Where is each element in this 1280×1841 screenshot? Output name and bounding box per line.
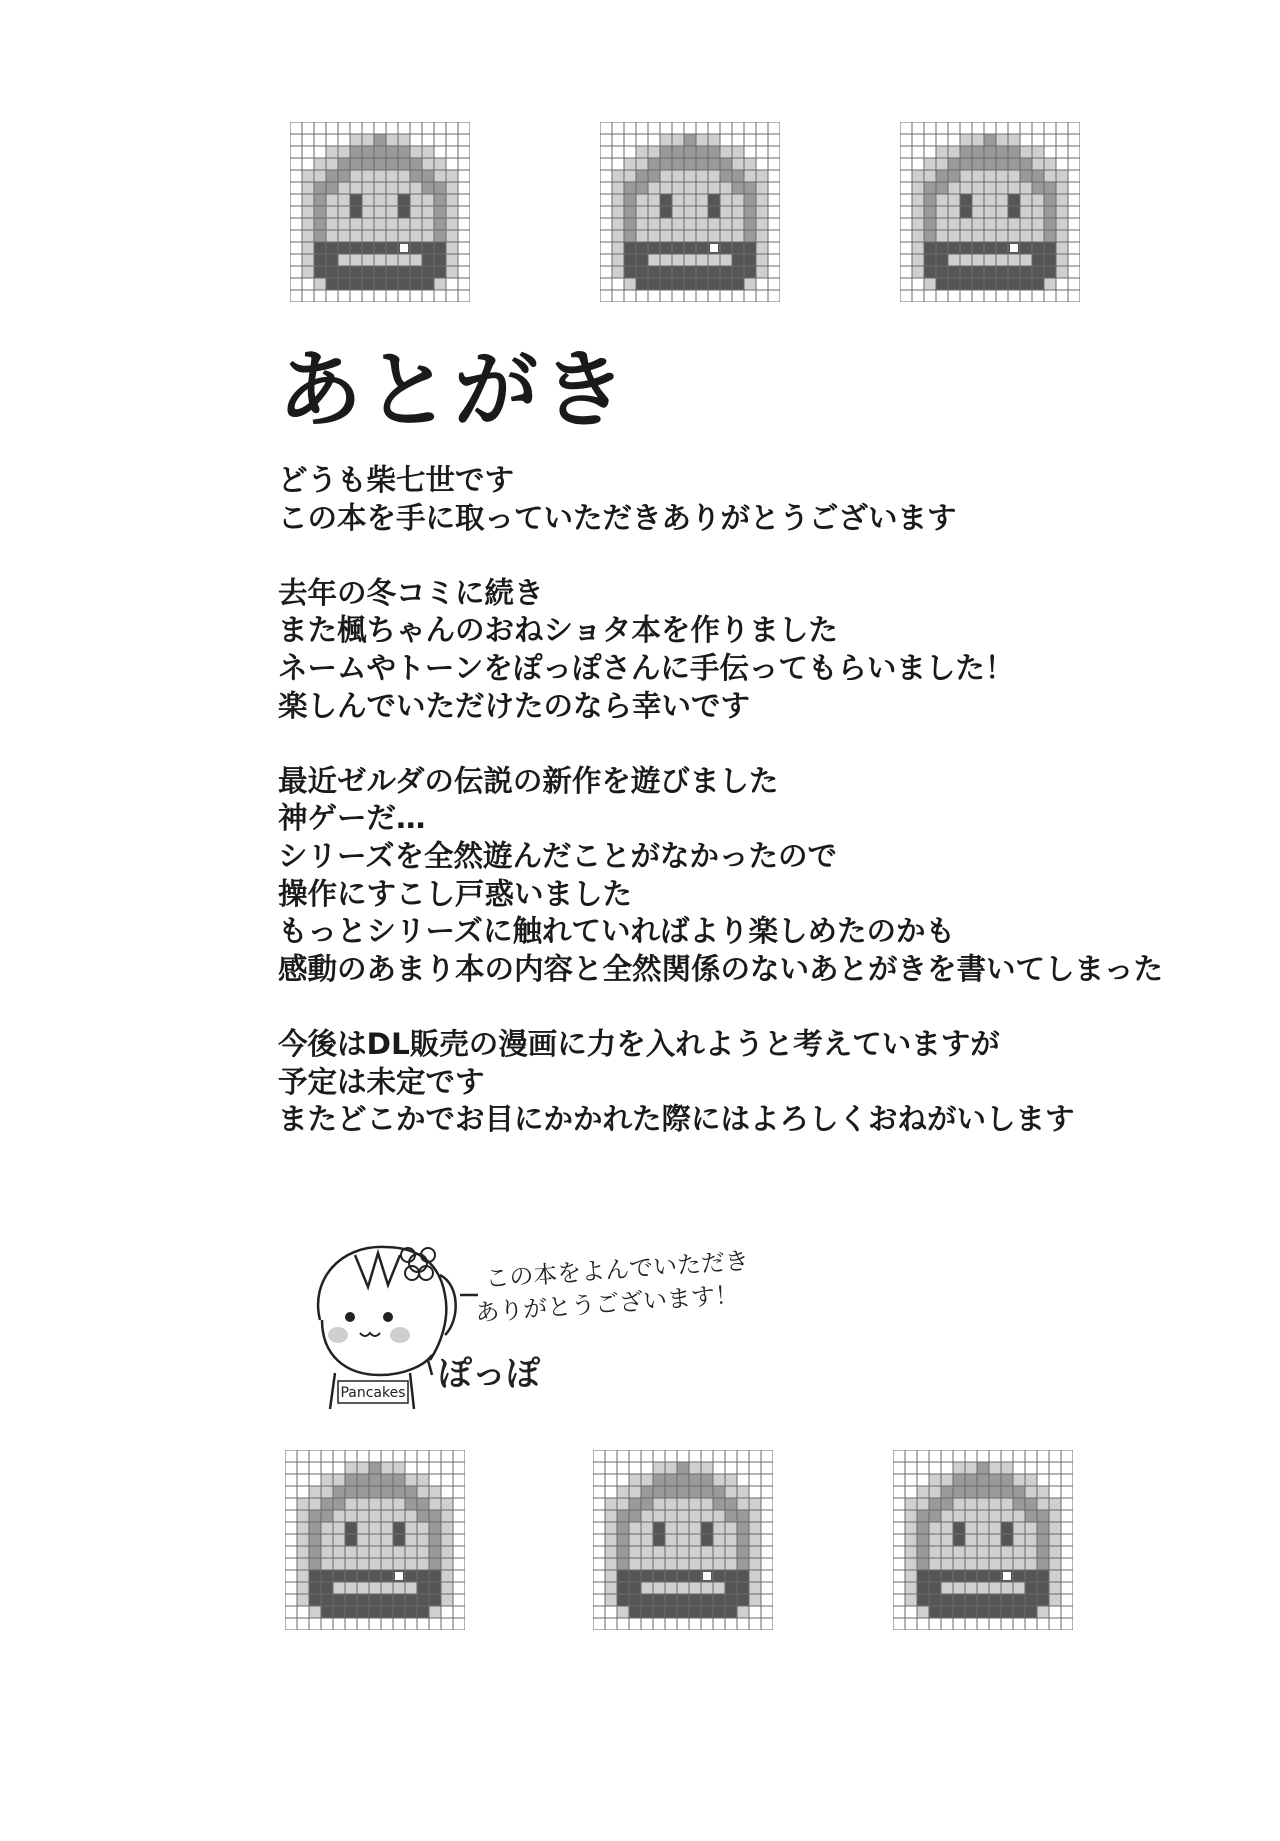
pixel-character-icon [285, 1450, 465, 1630]
text-line: もっとシリーズに触れていればより楽しめたのかも [278, 914, 956, 949]
pixel-character-icon [893, 1450, 1073, 1630]
paragraph [278, 1026, 1238, 1139]
text-line: ネームやトーンをぽっぽさんに手伝ってもらいました！ [278, 650, 1015, 685]
text-line: またどこかでお目にかかれた際にはよろしくおねがいします [278, 1102, 1075, 1137]
text-line: 感動のあまり本の内容と全然関係のないあとがきを書いてしまった [278, 951, 1164, 986]
text-line: 去年の冬コミに続き [278, 575, 544, 610]
pixel-character-icon [600, 122, 780, 302]
paragraph [278, 575, 1238, 725]
pixel-character-icon [593, 1450, 773, 1630]
text-line: 最近ゼルダの伝説の新作を遊びました [278, 763, 779, 798]
text-line: シリーズを全然遊んだことがなかったので [278, 838, 838, 873]
speech-line: ありがとうございます！ [474, 1280, 740, 1327]
text-line: 予定は未定です [278, 1064, 485, 1099]
pixel-character-icon [900, 122, 1080, 302]
pixel-art-row-top [0, 122, 1280, 302]
author-sketch [300, 1225, 760, 1410]
signature: ぽっぽ [438, 1354, 540, 1394]
text-line: この本を手に取っていただきありがとうございます [278, 500, 957, 535]
text-line: また楓ちゃんのおねショタ本を作りました [278, 613, 838, 648]
shirt-text: Pancakes [340, 1385, 406, 1401]
text-line: 楽しんでいただけたのなら幸いです [278, 688, 751, 723]
page-title: あとがき [278, 341, 631, 439]
character-doodle-icon [300, 1225, 760, 1410]
text-line: どうも柴七世です [278, 463, 515, 497]
paragraph [278, 763, 1238, 989]
speech-line: この本をよんでいただき [484, 1246, 750, 1293]
pixel-art-row-bottom [0, 1450, 1280, 1630]
text-line: 神ゲーだ… [278, 801, 426, 836]
paragraph [278, 462, 1238, 537]
text-line: 操作にすこし戸惑いました [278, 876, 633, 911]
afterword-body [278, 462, 1238, 1176]
text-line: 今後はDL販売の漫画に力を入れようと考えていますが [278, 1026, 1000, 1061]
pixel-character-icon [290, 122, 470, 302]
